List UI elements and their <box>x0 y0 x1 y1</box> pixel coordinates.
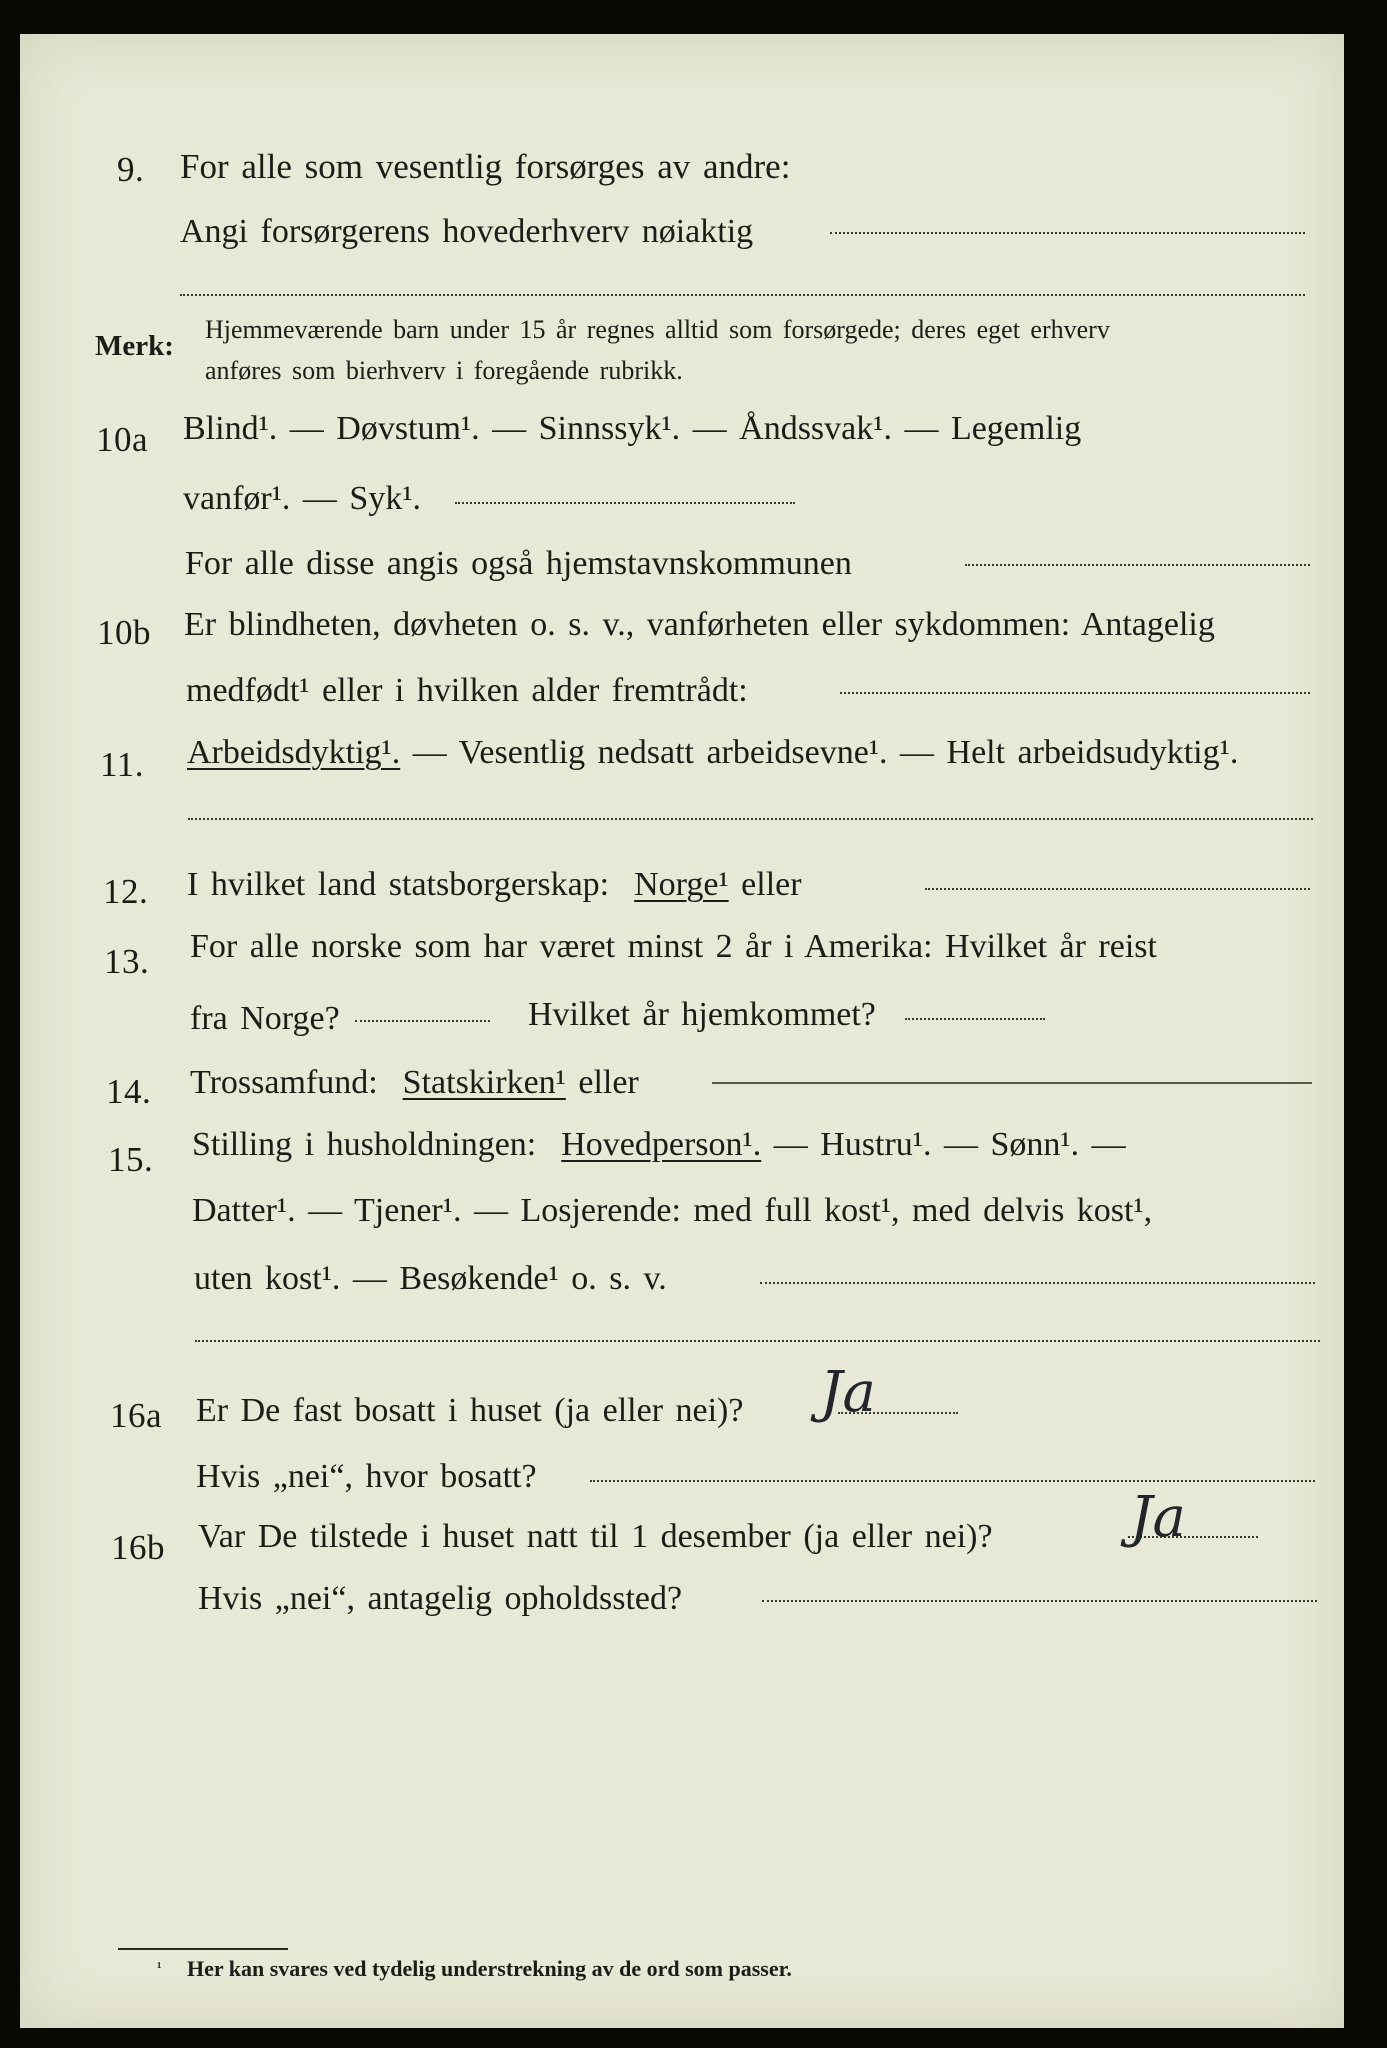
q13-hjemkommet-field[interactable] <box>905 1018 1045 1020</box>
q16a-handwritten-answer[interactable]: Ja <box>820 1360 876 1425</box>
q15-selected-option[interactable]: Hovedperson¹. <box>561 1126 762 1163</box>
q12-eller: eller <box>741 866 802 903</box>
q13-reist-prompt: fra Norge? <box>190 1000 340 1037</box>
q10a-line-1: Blind¹. — Døvstum¹. — Sinnssyk¹. — Åndssvak¹. — Legemlig <box>183 410 1082 447</box>
q11-selected-option[interactable]: Arbeidsdyktig¹. <box>187 734 401 771</box>
q12-selected-option[interactable]: Norge¹ <box>634 866 729 903</box>
q10b-answer-field[interactable] <box>840 692 1310 694</box>
q9-number: 9. <box>117 150 145 189</box>
q14-answer-field[interactable] <box>712 1082 1312 1084</box>
q9-answer-field[interactable] <box>830 232 1305 234</box>
q10a-line-3: For alle disse angis også hjemstavnskommunen <box>185 545 852 582</box>
q10a-line-2: vanfør¹. — Syk¹. <box>183 480 422 517</box>
page-edge <box>1357 0 1387 2048</box>
q15-line-3[interactable]: uten kost¹. — Besøkende¹ o. s. v. <box>194 1260 667 1297</box>
merk-line-1: Hjemmeværende barn under 15 år regnes alltid som forsørgede; deres eget erhverv <box>205 315 1110 344</box>
q16b-prompt: Var De tilstede i huset natt til 1 desember (ja eller nei)? <box>198 1518 993 1555</box>
q9-heading: For alle som vesentlig forsørges av andre: <box>180 147 791 186</box>
q16b-hvis-prompt: Hvis „nei“, antagelig opholdssted? <box>198 1580 683 1617</box>
q10a-answer-field[interactable] <box>455 502 795 504</box>
q16b-handwritten-answer[interactable]: Ja <box>1130 1485 1186 1550</box>
q12-prompt: I hvilket land statsborgerskap: <box>187 866 610 903</box>
q15-answer-field[interactable] <box>760 1282 1315 1284</box>
q15-number: 15. <box>108 1140 154 1179</box>
q13-number: 13. <box>104 942 150 981</box>
footnote-mark: ¹ <box>157 1960 162 1976</box>
q11-answer-field[interactable] <box>188 818 1313 820</box>
q15-line-2[interactable]: Datter¹. — Tjener¹. — Losjerende: med full kost¹, med delvis kost¹, <box>192 1192 1153 1229</box>
q14-prompt: Trossamfund: <box>190 1064 378 1101</box>
q11-options <box>187 734 1238 772</box>
footnote-rule <box>118 1948 288 1950</box>
q14-selected-option[interactable]: Statskirken¹ <box>402 1064 566 1101</box>
q13-hjemkommet-prompt: Hvilket år hjemkommet? <box>528 996 876 1033</box>
q16a-number: 16a <box>110 1396 163 1435</box>
q15-options-1[interactable]: — Hustru¹. — Sønn¹. — <box>773 1126 1126 1163</box>
merk-line-2: anføres som bierhverv i foregående rubrikk. <box>205 356 683 385</box>
q14-line <box>190 1064 639 1102</box>
q9-prompt: Angi forsørgerens hovederhverv nøiaktig <box>180 213 754 250</box>
q16b-opholdssted-field[interactable] <box>762 1600 1317 1602</box>
footnote-text: Her kan svares ved tydelig understrekning av de ord som passer. <box>187 1956 792 1981</box>
q12-line <box>187 866 802 904</box>
q15-answer-field-2[interactable] <box>195 1340 1320 1342</box>
q15-line-1 <box>192 1126 1126 1164</box>
merk-label: Merk: <box>95 330 174 362</box>
q13-line-1: For alle norske som har været minst 2 år i Amerika: Hvilket år reist <box>190 928 1157 965</box>
q14-number: 14. <box>106 1072 152 1111</box>
q10b-number: 10b <box>97 613 151 652</box>
q16a-prompt: Er De fast bosatt i huset (ja eller nei)? <box>196 1392 744 1429</box>
q16b-number: 16b <box>111 1528 165 1567</box>
q10b-line-2: medfødt¹ eller i hvilken alder fremtrådt: <box>186 672 748 709</box>
q12-answer-field[interactable] <box>925 888 1310 890</box>
q16a-hvis-prompt: Hvis „nei“, hvor bosatt? <box>196 1458 537 1495</box>
q12-number: 12. <box>103 872 149 911</box>
q9-answer-field-2[interactable] <box>180 294 1305 296</box>
q14-eller: eller <box>578 1064 639 1101</box>
q11-other-options[interactable]: — Vesentlig nedsatt arbeidsevne¹. — Helt arbeidsudyktig¹. <box>412 734 1239 771</box>
q10a-number: 10a <box>96 420 149 459</box>
q10a-hjemstavn-field[interactable] <box>965 564 1310 566</box>
q15-prompt: Stilling i husholdningen: <box>192 1126 537 1163</box>
q11-number: 11. <box>100 745 144 784</box>
q16a-bosatt-field[interactable] <box>590 1480 1315 1482</box>
q13-reist-field[interactable] <box>355 1020 490 1022</box>
q10b-line-1: Er blindheten, døvheten o. s. v., vanførheten eller sykdommen: Antagelig <box>184 606 1215 643</box>
